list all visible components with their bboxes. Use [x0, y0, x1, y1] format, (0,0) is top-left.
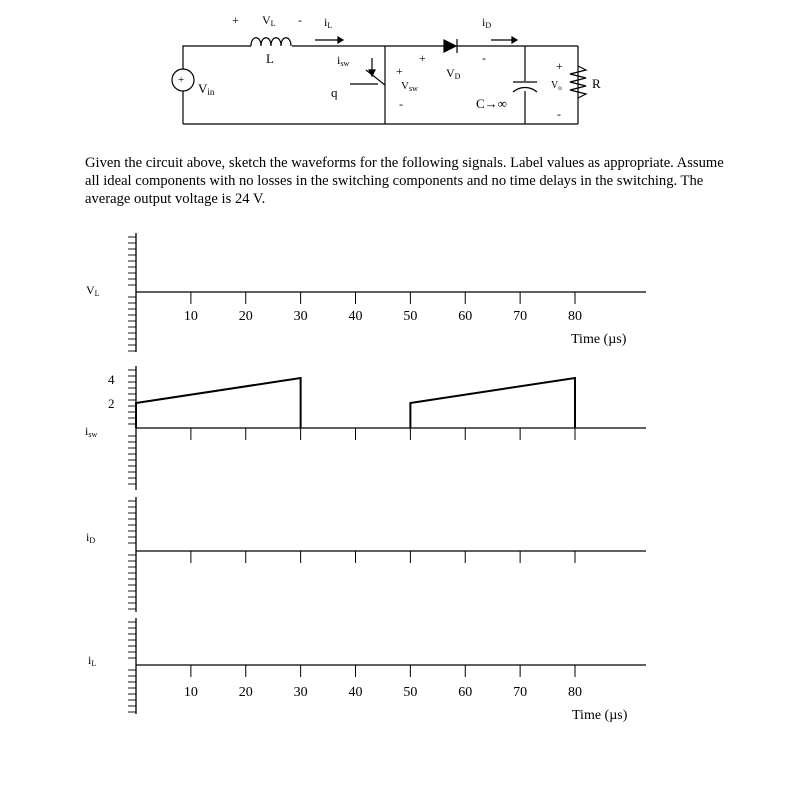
inductor [251, 38, 291, 46]
isw-waveform [136, 378, 575, 428]
vsw-label: Vsw [401, 80, 418, 93]
id-plot-label: iD [86, 530, 96, 545]
r-label: R [592, 76, 601, 91]
vd-plus: + [419, 51, 426, 65]
vd-minus: - [482, 51, 486, 65]
isw-pulse-1 [136, 378, 301, 428]
il-time-tick-label: 80 [568, 685, 582, 700]
vl-label: VL [262, 13, 276, 28]
isw-label: isw [337, 53, 350, 68]
vl-time-tick-label: 60 [458, 309, 473, 324]
il-label: iL [324, 15, 333, 30]
time-label-il: Time (µs) [572, 708, 628, 723]
isw-plot-label: isw [85, 424, 98, 439]
cap-label: C→∞ [476, 96, 507, 111]
capacitor [513, 82, 537, 92]
isw-ytick-2: 2 [108, 396, 115, 411]
vsw-minus: - [399, 97, 403, 111]
vl-time-tick-label: 50 [403, 309, 418, 324]
time-label-vl: Time (µs) [571, 332, 627, 347]
problem-statement [85, 154, 725, 208]
isw-pulse-2 [410, 378, 575, 428]
plot-labels [85, 283, 628, 723]
isw-ytick-4: 4 [108, 372, 115, 387]
q-label: q [331, 85, 338, 100]
circuit-diagram [172, 37, 586, 124]
vl-minus: - [298, 13, 302, 27]
vsw-plus: + [396, 64, 403, 78]
inductor-label: L [266, 51, 274, 66]
circuit-labels [178, 13, 601, 121]
vo-label: $V_o$ [551, 80, 562, 92]
il-arrow-head [338, 37, 343, 43]
isw-arrow-head [369, 70, 375, 76]
il-plot-label: iL [88, 653, 97, 668]
vl-time-tick-label: 20 [238, 309, 253, 324]
vl-plot-label: VL [86, 283, 100, 298]
plot-axes [128, 233, 646, 714]
il-time-tick-label: 70 [513, 685, 528, 700]
il-time-tick-label: 60 [458, 685, 473, 700]
vl-plus: + [232, 13, 239, 27]
switch [350, 70, 385, 85]
vl-time-tick-label: 80 [568, 309, 582, 324]
vl-time-tick-label: 30 [293, 309, 308, 324]
problem-text: Given the circuit above, sketch the waveforms for the following signals. Label values as appropriate. Assume all ideal components with no losses in the switching components and no time delays in the switching. The average output voltage is 24 V. [85, 155, 724, 207]
il-time-tick-label: 10 [183, 685, 198, 700]
id-label: iD [482, 15, 492, 30]
diode [444, 39, 457, 53]
il-time-tick-label: 50 [403, 685, 418, 700]
il-time-tick-label: 40 [348, 685, 363, 700]
vd-label: VD [446, 66, 461, 81]
id-arrow-head [512, 37, 517, 43]
vl-time-tick-label: 10 [183, 309, 198, 324]
source-plus: + [178, 74, 185, 86]
vo-plus: + [556, 59, 563, 73]
vl-time-tick-label: 40 [348, 309, 363, 324]
vo-minus: - [557, 107, 561, 121]
il-time-tick-label: 30 [293, 685, 308, 700]
vin-label: Vin [198, 81, 215, 97]
vl-time-tick-label: 70 [513, 309, 528, 324]
time-tick-labels [184, 309, 582, 700]
il-time-tick-label: 20 [238, 685, 253, 700]
